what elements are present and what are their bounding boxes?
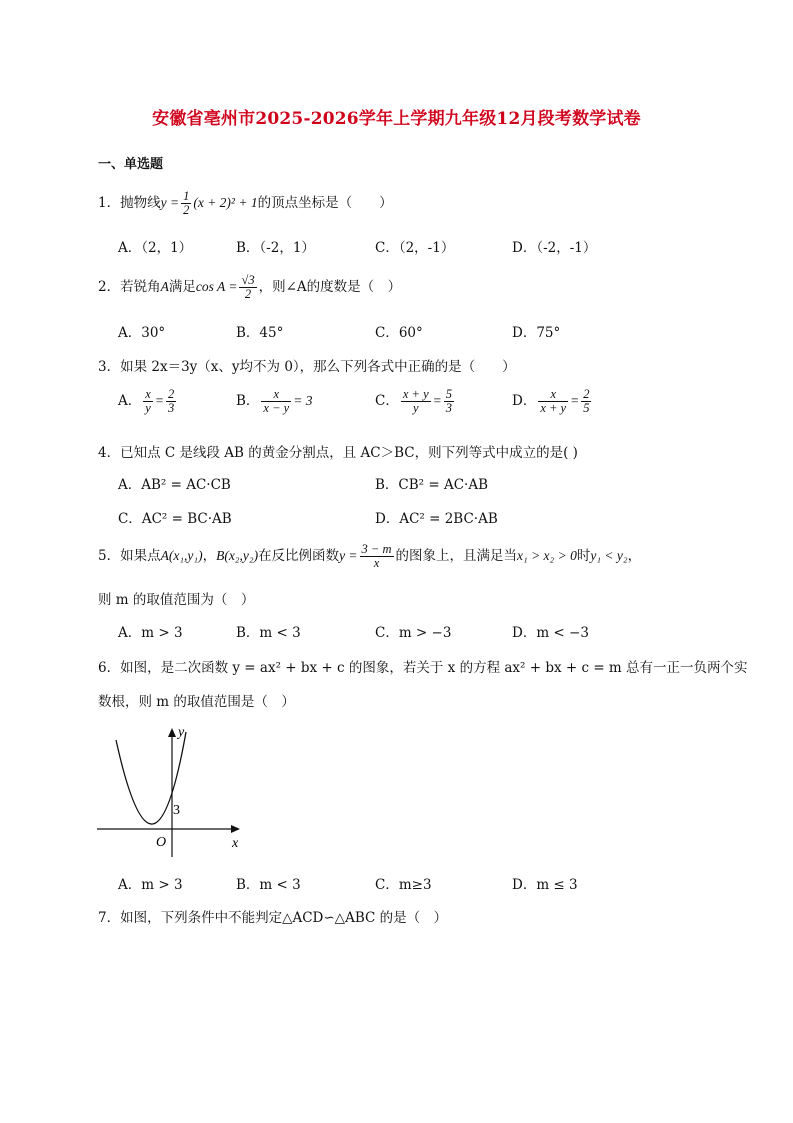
q3-a-label: A．	[118, 393, 142, 410]
q6-line2: 数根，则 m 的取值范围是（ ）	[98, 694, 295, 710]
q3-d-den: x + y	[540, 401, 567, 416]
q2-var: A	[160, 279, 169, 295]
q5-fraction	[360, 543, 394, 570]
q3-d-rfrac	[581, 388, 591, 415]
q3-d-label: D．	[512, 393, 537, 410]
q2-frac-den: 2	[244, 287, 252, 302]
q1-prefix: 1．抛物线	[98, 195, 161, 212]
q5-option-c: C．m > −3	[375, 625, 452, 641]
q1-option-c: C．（2，-1）	[375, 240, 455, 256]
q1-y-eq: y =	[160, 195, 180, 211]
q1-expr: (x + 2)² + 1	[193, 195, 258, 211]
q5-point-a: A(x₁,y₁)	[160, 548, 203, 564]
x-axis-label: x	[232, 836, 239, 851]
q2-prefix: 2．若锐角	[98, 279, 161, 296]
q1-option-b: B．（-2，1）	[236, 240, 315, 256]
q1-suffix: 的顶点坐标是（ ）	[257, 195, 393, 212]
q3-a-rnum: 2	[167, 387, 175, 401]
q5-y-eq: y =	[339, 548, 358, 564]
question-5	[98, 543, 641, 570]
q5-cond: x₁ > x₂ > 0	[517, 548, 577, 564]
q1-frac-num: 1	[183, 189, 190, 203]
q3-c-rfrac	[444, 388, 454, 415]
q5-line2: 则 m 的取值范围为（ ）	[98, 592, 255, 608]
q3-c-label: C．	[375, 393, 399, 410]
q3-option-b	[236, 388, 312, 415]
question-4: 4．已知点 C 是线段 AB 的黄金分割点，且 AC＞BC，则下列等式中成立的是( )	[98, 445, 578, 461]
q3-b-num: x	[261, 388, 291, 402]
q3-c-eq: =	[432, 393, 442, 409]
q3-a-num: x	[145, 387, 151, 401]
q1-fraction	[181, 190, 191, 217]
q3-option-a	[118, 388, 178, 415]
y-axis-arrow	[168, 728, 176, 737]
q3-d-num: x	[538, 388, 568, 402]
q6-option-a: A．m > 3	[118, 877, 183, 893]
q5-cond2: y₁ < y₂	[590, 548, 628, 564]
q3-b-label: B．	[236, 393, 260, 410]
q3-b-frac	[261, 388, 291, 415]
q5-frac-num: 3 − m	[361, 542, 392, 556]
q3-b-den: x − y	[263, 401, 290, 416]
q4-option-b: B．CB² = AC·AB	[375, 477, 489, 493]
y-intercept-label: 3	[173, 803, 180, 818]
parabola-figure	[92, 722, 252, 862]
q5-point-b: B(x₂,y₂)	[216, 548, 259, 564]
q3-a-eq: =	[154, 393, 164, 409]
q4-option-c: C．AC² = BC·AB	[118, 511, 232, 527]
q2-option-a: A．30°	[118, 325, 166, 341]
q6-parabola-graph	[92, 722, 252, 862]
question-2	[98, 274, 401, 301]
q6-option-d: D．m ≤ 3	[512, 877, 578, 893]
q1-option-d: D．（-2，-1）	[512, 240, 597, 256]
q6-option-b: B．m < 3	[236, 877, 301, 893]
q5-text-e: ，	[627, 548, 642, 565]
q2-mid: 满足	[168, 279, 196, 296]
q3-option-d	[512, 388, 593, 415]
q3-a-rfrac	[166, 388, 176, 415]
q2-fraction	[239, 274, 256, 301]
q5-frac-den: x	[373, 556, 380, 571]
q5-option-a: A．m > 3	[118, 625, 183, 641]
section-heading: 一、单选题	[98, 157, 164, 172]
q2-cos: cos A =	[195, 279, 238, 295]
x-axis-arrow	[231, 825, 240, 833]
page-title: 安徽省亳州市2025-2026学年上学期九年级12月段考数学试卷	[152, 109, 641, 129]
q3-d-rden: 5	[583, 401, 590, 416]
q3-d-eq: =	[570, 393, 580, 409]
q3-c-den: y	[412, 401, 419, 416]
q1-frac-den: 2	[183, 203, 190, 218]
q5-option-d: D．m < −3	[512, 625, 589, 641]
y-axis-label: y	[178, 725, 185, 740]
question-1	[98, 190, 393, 217]
q4-option-a: A．AB² = AC·CB	[118, 477, 231, 493]
q3-d-rnum: 2	[583, 387, 590, 401]
q3-c-rden: 3	[445, 401, 452, 416]
q3-a-rden: 3	[167, 401, 175, 416]
q5-text-d: 时	[576, 548, 591, 565]
question-3: 3．如果 2x＝3y（x、y均不为 0），那么下列各式中正确的是（ ）	[98, 359, 516, 375]
q3-option-c	[375, 388, 456, 415]
q3-a-frac	[143, 388, 153, 415]
q2-frac-num: √3	[241, 273, 255, 287]
q2-suffix: ，则∠A的度数是（ ）	[258, 279, 402, 296]
q5-text-b: 在反比例函数	[258, 548, 340, 565]
q3-c-rnum: 5	[445, 387, 452, 401]
q1-option-a: A．（2，1）	[118, 240, 193, 256]
question-7: 7．如图，下列条件中不能判定△ACD∽△ABC 的是（ ）	[98, 910, 448, 926]
q3-d-frac	[538, 388, 568, 415]
q3-c-frac	[401, 388, 431, 415]
q5-sep: ，	[202, 548, 217, 565]
q2-option-c: C．60°	[375, 325, 423, 341]
q3-c-num: x + y	[402, 387, 429, 401]
q2-option-b: B．45°	[236, 325, 284, 341]
q3-a-den: y	[145, 401, 151, 416]
q6-option-c: C．m≥3	[375, 877, 432, 893]
q2-option-d: D．75°	[512, 325, 561, 341]
q5-text-c: 的图象上，且满足当	[395, 548, 518, 565]
question-6: 6．如图，是二次函数 y = ax² + bx + c 的图象，若关于 x 的方程 ax² + bx + c = m 总有一正一负两个实	[98, 660, 748, 676]
q3-b-rhs: = 3	[293, 393, 313, 409]
q5-option-b: B．m < 3	[236, 625, 301, 641]
origin-label: O	[156, 835, 167, 850]
q5-text-a: 5．如果点	[98, 548, 161, 565]
q4-option-d: D．AC² = 2BC·AB	[375, 511, 498, 527]
